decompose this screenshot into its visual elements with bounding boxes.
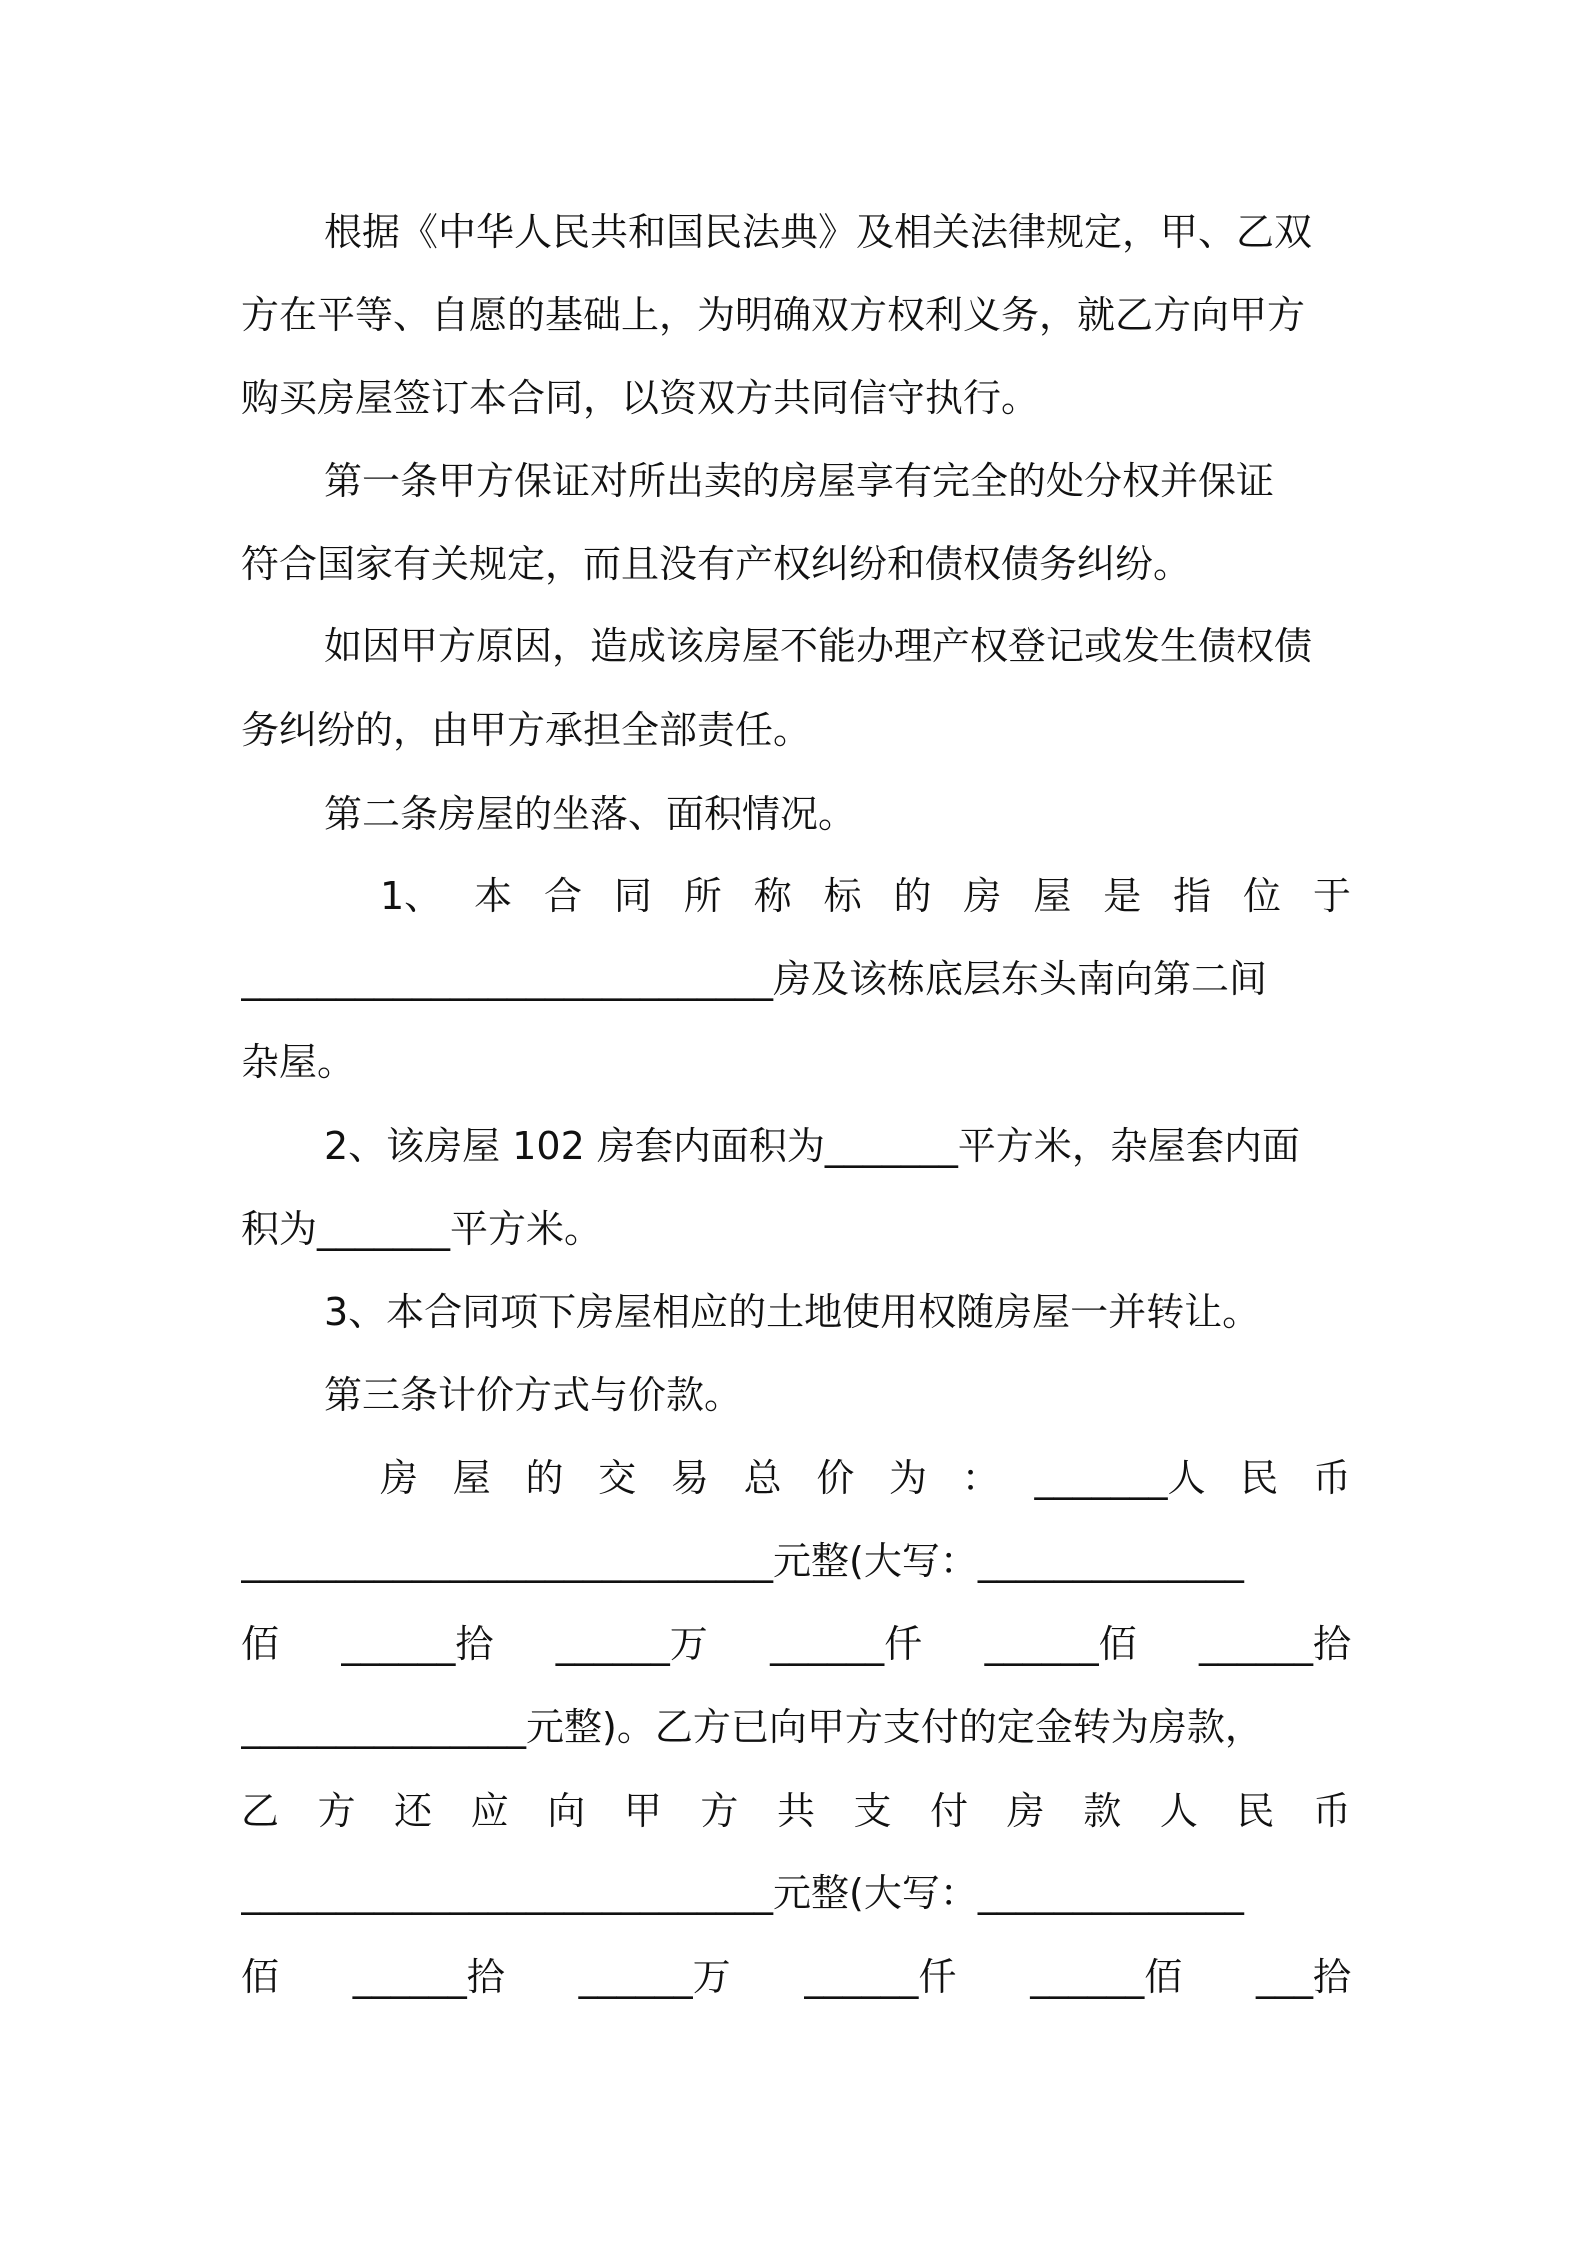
text-line: 积为_______平方米。: [241, 1207, 603, 1251]
text-line: 第一条甲方保证对所出卖的房屋享有完全的处分权并保证: [324, 459, 1275, 503]
spread-char: 还: [394, 1789, 433, 1833]
spread-char: 支: [853, 1789, 892, 1833]
spread-char: 款: [1083, 1789, 1122, 1833]
spread-char: 的: [525, 1456, 564, 1500]
spread-char: ：: [961, 1456, 1000, 1500]
spread-line: [241, 1454, 1351, 1502]
spread-char: 房: [380, 1456, 419, 1500]
spread-char: ______万: [578, 1955, 731, 1999]
spread-char: 价: [816, 1456, 855, 1500]
spread-char: 付: [930, 1789, 969, 1833]
spread-char: ___拾: [1255, 1955, 1351, 1999]
spread-char: 民: [1240, 1456, 1279, 1500]
spread-char: 币: [1312, 1789, 1351, 1833]
spread-line: [241, 872, 1351, 920]
text-line: ____________________________元整(大写：______________: [241, 1871, 1244, 1915]
spread-char: 甲: [623, 1789, 662, 1833]
spread-line: [241, 1787, 1351, 1835]
spread-char: 房: [963, 874, 1002, 918]
text-line: _______________元整)。乙方已向甲方支付的定金转为房款，: [241, 1705, 1263, 1749]
spread-char: 应: [470, 1789, 509, 1833]
spread-char: 为: [889, 1456, 928, 1500]
spread-char: ______佰: [1030, 1955, 1183, 1999]
spread-line: [241, 1953, 1351, 2001]
text-line: ____________________________元整(大写：______________: [241, 1539, 1244, 1583]
spread-char: 总: [743, 1456, 782, 1500]
spread-char: 同: [613, 874, 652, 918]
spread-line: [241, 1620, 1351, 1668]
text-line: 如因甲方原因，造成该房屋不能办理产权登记或发生债权债: [324, 624, 1313, 668]
spread-char: 币: [1312, 1456, 1351, 1500]
spread-char: ______拾: [1198, 1622, 1351, 1666]
spread-char: 指: [1173, 874, 1212, 918]
spread-char: 民: [1236, 1789, 1275, 1833]
spread-char: ______仟: [770, 1622, 923, 1666]
spread-char: 易: [670, 1456, 709, 1500]
spread-char: 房: [1006, 1789, 1045, 1833]
spread-char: 本: [474, 874, 513, 918]
spread-char: 标: [823, 874, 862, 918]
spread-char: 于: [1312, 874, 1351, 918]
spread-char: 交: [598, 1456, 637, 1500]
text-line: 2、该房屋 102 房套内面积为_______平方米，杂屋套内面: [324, 1124, 1300, 1168]
text-line: 3、本合同项下房屋相应的土地使用权随房屋一并转让。: [324, 1290, 1261, 1334]
spread-char: 所: [683, 874, 722, 918]
spread-char: ______万: [555, 1622, 708, 1666]
spread-char: 方: [317, 1789, 356, 1833]
spread-char: 是: [1103, 874, 1142, 918]
spread-char: ______佰: [984, 1622, 1137, 1666]
spread-char: 共: [776, 1789, 815, 1833]
spread-char: 合: [543, 874, 582, 918]
spread-char: 人: [1159, 1789, 1198, 1833]
spread-char: ______拾: [341, 1622, 494, 1666]
spread-char: 乙: [241, 1789, 280, 1833]
text-line: 根据《中华人民共和国民法典》及相关法律规定，甲、乙双: [324, 210, 1313, 254]
section-heading: 第二条房屋的坐落、面积情况。: [324, 792, 857, 836]
spread-char: 屋: [1033, 874, 1072, 918]
text-line: 购买房屋签订本合同，以资双方共同信守执行。: [241, 376, 1040, 420]
spread-char: _______人: [1034, 1456, 1206, 1500]
text-line: 符合国家有关规定，而且没有产权纠纷和债权债务纠纷。: [241, 542, 1192, 586]
spread-char: 向: [547, 1789, 586, 1833]
spread-char: 方: [700, 1789, 739, 1833]
text-line: 杂屋。: [241, 1040, 356, 1084]
spread-char: 的: [893, 874, 932, 918]
spread-char: 1、: [380, 874, 443, 918]
text-line: ____________________________房及该栋底层东头南向第二间: [241, 957, 1268, 1001]
spread-char: 屋: [452, 1456, 491, 1500]
text-line: 方在平等、自愿的基础上，为明确双方权利义务，就乙方向甲方: [241, 293, 1306, 337]
spread-char: 位: [1243, 874, 1282, 918]
text-line: 务纠纷的，由甲方承担全部责任。: [241, 708, 812, 752]
spread-char: 佰: [241, 1622, 280, 1666]
spread-char: ______仟: [804, 1955, 957, 1999]
spread-char: ______拾: [352, 1955, 505, 1999]
spread-char: 佰: [241, 1955, 280, 1999]
section-heading: 第三条计价方式与价款。: [324, 1373, 743, 1417]
spread-char: 称: [753, 874, 792, 918]
